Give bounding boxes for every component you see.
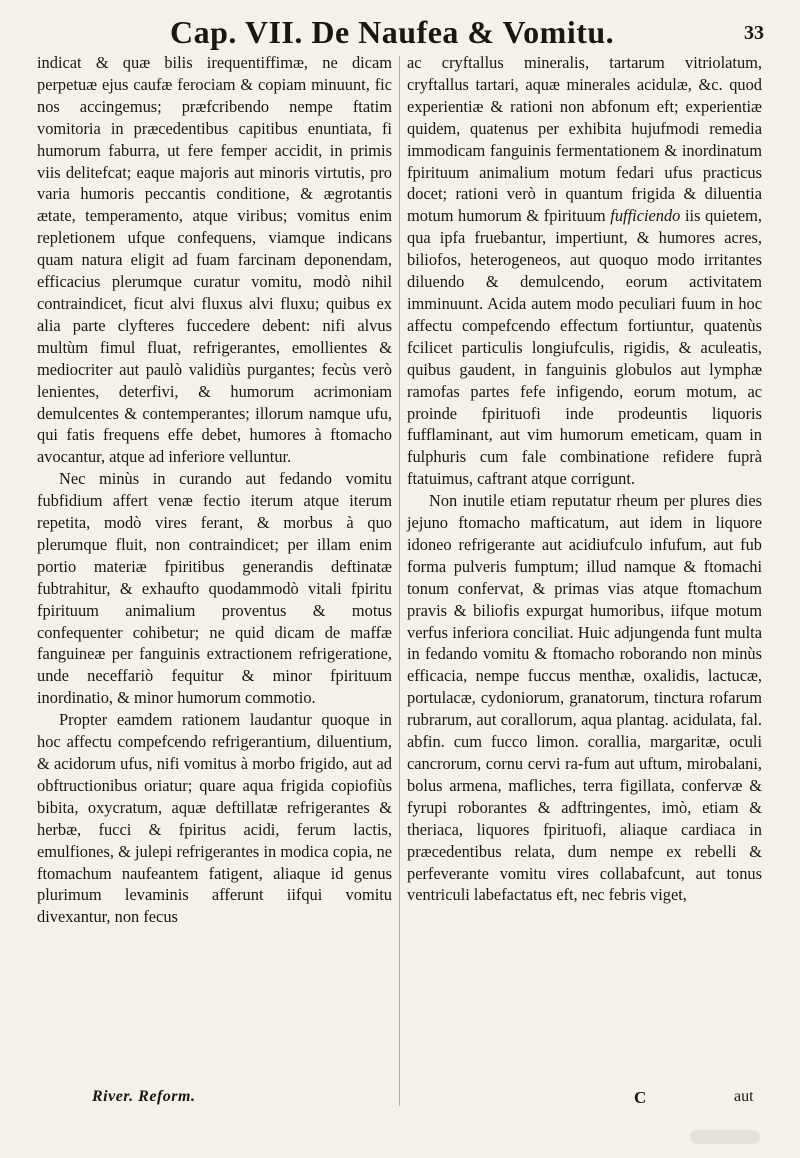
right-paragraph-1-continued: iis quietem, qua ipfa fruebantur, impertiunt, & humores acres, biliofos, heterogeneos, aut quoquo modo irritantes diluendo & demulcendo, eorum activitatem imminuunt. Acida autem modo peculiari fuum in hoc affectu compefcendo effectum fortiuntur, quatenùs fcilicet particulis longiufculis, rigidis, & aculeatis, quibus gaudent, in fanguinis globulos aut lymphæ ramofas partes fefe infigendo, eorum motum, ac proinde fpirituofi inde prodeuntis liquoris fufflaminant, aut vim humorum emeticam, quam in fulphuris cum fale combinatione refidere fuprà ftatuimus, caftrant atque corrigunt.	[407, 206, 762, 489]
catchword: aut	[734, 1088, 754, 1105]
left-paragraph-2: Nec minùs in curando aut fedando vomitu fubfidium affert venæ fectio iterum atque iterum repetita, modò vires ferant, & morbus à quo plerumque fluit, non contraindicet; per illam enim portio materiæ fpiritibus generandis deftinatæ fubtrahitur, & exhaufto quodammodò vitali fpiritu fpirituum animalium proventus & motus confequenter cohibetur; ne quid dicam de maffæ fanguineæ per fanguinis extractionem refrigeratione, unde neceffariò fequitur & minor fpirituum inordinatio, & minor humorum commotio.	[37, 469, 392, 708]
page-number: 33	[744, 22, 764, 44]
right-column	[407, 52, 762, 906]
left-paragraph-1: indicat & quæ bilis irequentiffimæ, ne dicam perpetuæ ejus caufæ ferociam & copiam minuunt, fic nos accingemus; præfcribendo nempe ftatim vomitoria in præcedentibus capitibus enuntiata, fi humorum faburra, ut fere femper accidit, in primis viis delitefcat; eaque majoris aut minoris virtutis, pro varia humoris peccantis conditione, & ægrotantis ætate, temperamento, atque viribus; vomitus enim repletionem ufque confequens, viamque indicans quam natura eligit ad fuam farcinam deponendam, efficacius plerumque curatur vomitu, modò nihil contraindicet, ficut alvi fluxus alvi fluxu; quibus ex alia parte clyfteres fuccedere debent: nifi alvus multùm fimul fluat, refrigerantes, emollientes & mediocriter aut paulò validiùs purgantes; fecùs verò lenientes, deterfivi, & humorum acrimoniam demulcentes & contemperantes; illorum namque ufu, qui fatis frequens effe debet, humores à ftomacho avocantur, atque ad inferiore velluntur.	[37, 53, 392, 467]
right-paragraph-1	[407, 52, 762, 490]
right-paragraph-2: Non inutile etiam reputatur rheum per plures dies jejuno ftomacho mafticatum, aut idem in liquore idoneo refrigerante aut acidiufculo infufum, aut fub forma pulveris fumptum; illud namque & ftomachi tonum confervat, & primas vias atque ftomachum pravis & biliofis expurgat humoribus, iifque motum verfus inferiora conciliat. Huic adjungenda funt multa in fedando vomitu & ftomacho roborando non minùs efficacia, nempe fuccus menthæ, oxalidis, lactucæ, portulacæ, cydoniorum, granatorum, tinctura rofarum rubrarum, aut corallorum, aqua plantag. acidulata, fal. abfin. cum fucco limon. corallia, margaritæ, oculi cancrorum, cornu cervi ra-fum aut uftum, mirobalani, bolus armena, mafliches, terra figillata, confervæ & fyrupi roborantes & adftringentes, imò, etiam & theriaca, liquores fpirituofi, aliaque cardiaca in præcedentibus relata, dum nempe ex rebelli & perfeverante vomitu vires collabafcunt, aut tonus ventriculi labefactatus eft, nec febris viget,	[407, 491, 762, 905]
left-column	[37, 52, 392, 928]
signature-mark: C	[634, 1088, 647, 1107]
left-paragraph-3: Propter eamdem rationem laudantur quoque in hoc affectu compefcendo refrigerantium, diluentium, & acidorum ufus, nifi vomitus à morbo frigido, aut ad obftructionibus oriatur; quare aqua frigida copiofiùs bibita, oxycratum, aquæ deftillatæ refrigerantes & herbæ, fucci & fpiritus acidi, ferum lactis, emulfiones, & julepi refrigerantes in modica copia, ne ftomachum naufeantem fatigent, aliaque id genus plurimum levaminis afferunt iifqui vomitu divexantur, non fecus	[37, 710, 392, 927]
right-paragraph-1-text: ac cryftallus mineralis, tartarum vitriolatum, cryftallus tartari, aquæ minerales acidulæ, &c. quod experientiæ & rationi non abfonum eft; experientiæ quidem, quatenus per exhibita hujufmodi remedia immodicam fanguinis fermentationem & inordinatum fpirituum animalium motum fedari ufus practicus docet; rationi verò in quantum frigida & diluentia motum humorum & fpirituum	[407, 53, 762, 226]
footer-running-title: River. Reform.	[92, 1088, 196, 1105]
column-divider	[399, 56, 400, 1106]
running-header: Cap. VII. De Naufea & Vomitu.	[170, 14, 615, 50]
italic-word: fufficiendo	[610, 206, 681, 226]
ink-smudge	[690, 1130, 760, 1144]
